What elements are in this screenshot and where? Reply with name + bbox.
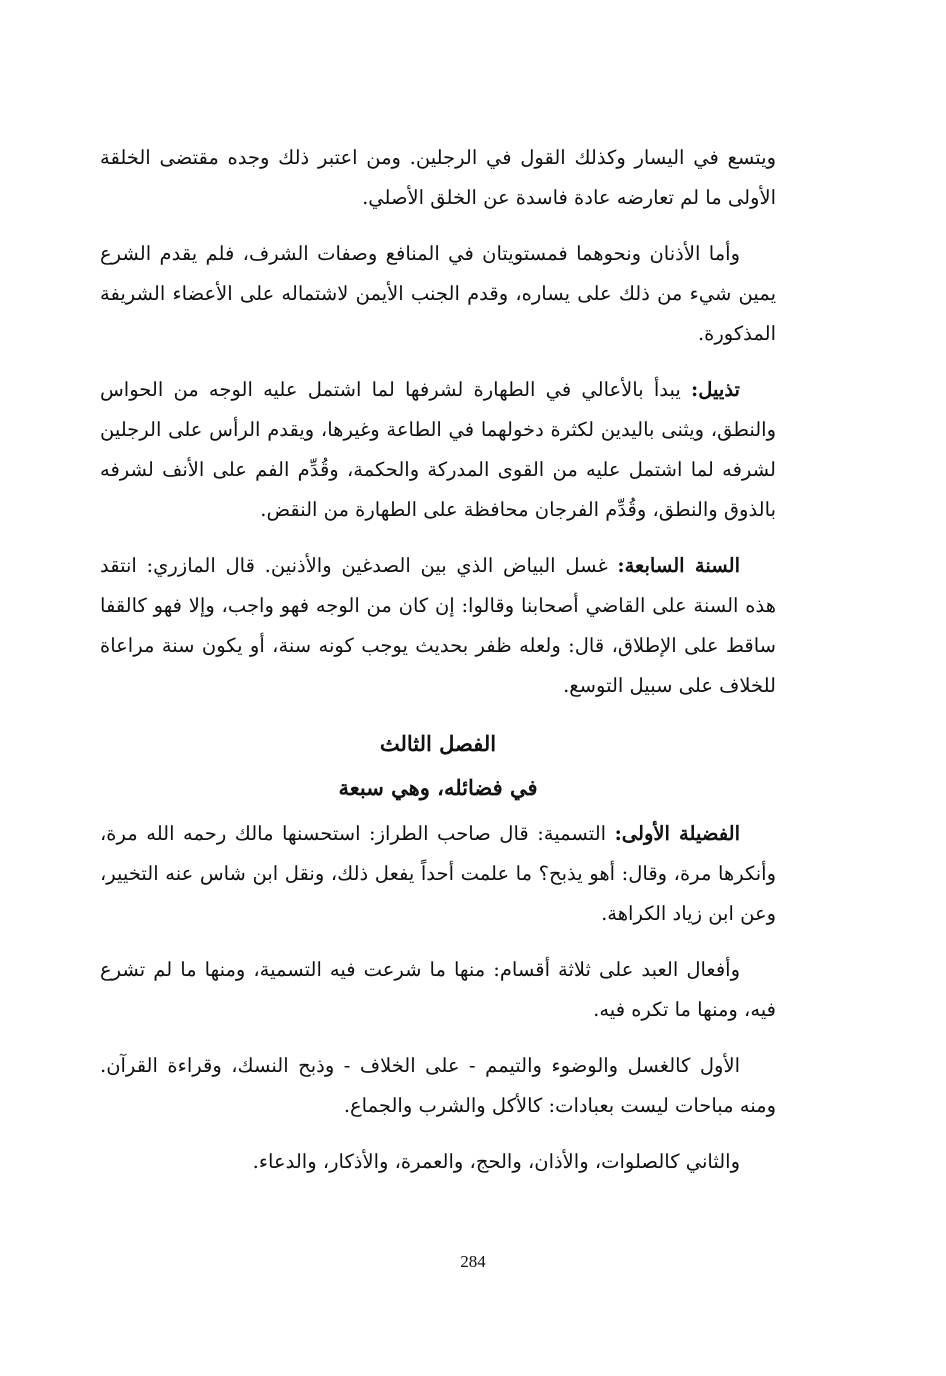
page-text-block bbox=[100, 138, 776, 1198]
paragraph-text: يبدأ بالأعالي في الطهارة لشرفها لما اشتمل عليه الوجه من الحواس والنطق، ويثنى باليدين لكثرة دخولهما في الطاعة وغيرها، ويقدم الرأس على الرجلين لشرفه لما اشتمل عليه من القوى المدركة والحكمة، وقُدِّم الفم على الأنف لشرفه بالذوق والنطق، وقُدِّم الفرجان محافظة على الطهارة من النقض. bbox=[100, 378, 776, 521]
chapter-subheading: في فضائله، وهي سبعة bbox=[338, 775, 538, 800]
page-number: 284 bbox=[460, 1252, 486, 1271]
paragraph bbox=[100, 138, 776, 218]
paragraph bbox=[100, 546, 776, 706]
paragraph-text: وأفعال العبد على ثلاثة أقسام: منها ما شرعت فيه التسمية، ومنها ما لم تشرع فيه، ومنها ما تكره فيه. bbox=[100, 958, 776, 1021]
paragraph bbox=[100, 1046, 776, 1126]
chapter-heading: الفصل الثالث bbox=[379, 731, 497, 756]
paragraph bbox=[100, 370, 776, 530]
paragraph bbox=[100, 1142, 776, 1182]
paragraph bbox=[100, 950, 776, 1030]
paragraph-text: الأول كالغسل والوضوء والتيمم - على الخلاف - وذبح النسك، وقراءة القرآن. ومنه مباحات ليست بعبادات: كالأكل والشرب والجماع. bbox=[100, 1054, 776, 1117]
paragraph bbox=[100, 814, 776, 934]
paragraph bbox=[100, 234, 776, 354]
paragraph-lead: الفضيلة الأولى: bbox=[614, 822, 740, 845]
paragraph-text: غسل البياض الذي بين الصدغين والأذنين. قال المازري: انتقد هذه السنة على القاضي أصحابنا وقالوا: إن كان من الوجه فهو واجب، وإلا فهو كالقفا ساقط على الإطلاق، قال: ولعله ظفر بحديث يوجب كونه سنة، أو يكون سنة مراعاة للخلاف على سبيل التوسع. bbox=[100, 554, 776, 697]
paragraph-text: التسمية: قال صاحب الطراز: استحسنها مالك رحمه الله مرة، وأنكرها مرة، وقال: أهو يذبح؟ ما علمت أحداً يفعل ذلك، ونقل ابن شاس عنه التخيير، وعن ابن زياد الكراهة. bbox=[100, 822, 776, 925]
paragraph-lead: تذييل: bbox=[691, 378, 740, 401]
paragraph-text: وأما الأذنان ونحوهما فمستويتان في المنافع وصفات الشرف، فلم يقدم الشرع يمين شيء من ذلك على يساره، وقدم الجنب الأيمن لاشتماله على الأعضاء الشريفة المذكورة. bbox=[100, 242, 776, 345]
paragraph-text: والثاني كالصلوات، والأذان، والحج، والعمرة، والأذكار، والدعاء. bbox=[252, 1150, 740, 1173]
paragraph-text: ويتسع في اليسار وكذلك القول في الرجلين. ومن اعتبر ذلك وجده مقتضى الخلقة الأولى ما لم تعارضه عادة فاسدة عن الخلق الأصلي. bbox=[100, 146, 776, 209]
paragraph-lead: السنة السابعة: bbox=[617, 554, 740, 577]
